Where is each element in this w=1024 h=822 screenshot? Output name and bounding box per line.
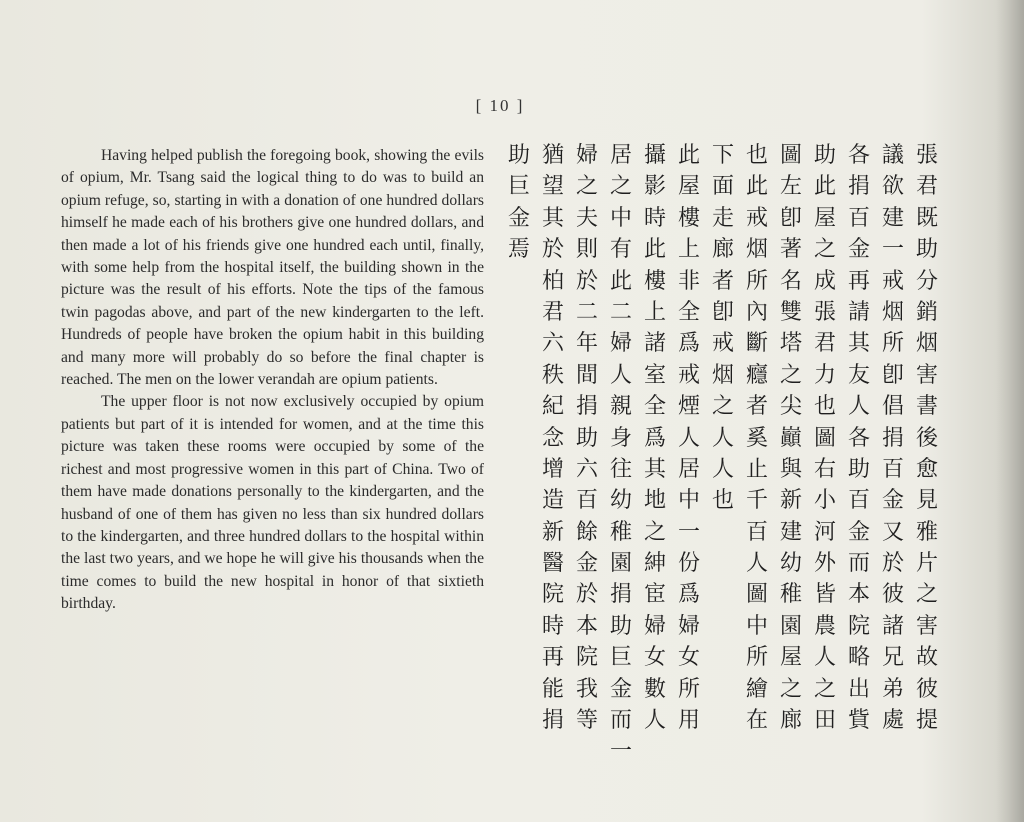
- chinese-character: 廊: [711, 237, 734, 263]
- chinese-character: 宦: [643, 582, 666, 608]
- chinese-character: 紳: [643, 551, 666, 577]
- chinese-character: 醫: [541, 551, 564, 577]
- chinese-character: 所: [677, 676, 700, 702]
- chinese-character: 捐: [575, 394, 598, 420]
- chinese-character: 各: [847, 143, 870, 168]
- chinese-character: 其: [847, 331, 870, 357]
- chinese-character: 略: [847, 645, 870, 671]
- chinese-character: 兄: [881, 645, 904, 671]
- english-text-block: [61, 145, 484, 616]
- chinese-character: 金: [575, 551, 598, 577]
- chinese-character: 所: [745, 645, 768, 671]
- chinese-character: 我: [575, 676, 598, 702]
- chinese-character: 所: [881, 331, 904, 357]
- chinese-character: 園: [779, 613, 802, 639]
- chinese-character: 百: [881, 456, 904, 482]
- chinese-character: 本: [575, 613, 598, 639]
- english-paragraph: Having helped publish the foregoing book, showing the evils of opium, Mr. Tsang said the logical thing to do was to build an opium refuge, so, starting in with a donation of one hundred dollars himself he made each of his brothers give one hundred dollars, and then made a lot of his friends give one hundred each until, finally, with some help from the hospital itself, the building shown in the picture was the result of his efforts. Note the tips of the famous twin pagodas above, and part of the new kindergarten to the left. Hundreds of people have broken the opium habit in this building and many more will probably do so before the final chapter is reached. The men on the lower verandah are opium patients.: [61, 147, 484, 389]
- chinese-character: 內: [745, 299, 768, 325]
- chinese-character: 巨: [609, 645, 632, 671]
- chinese-character: 金: [609, 676, 632, 702]
- chinese-character: 非: [677, 268, 700, 294]
- chinese-character: 猶: [541, 143, 564, 168]
- chinese-character: 望: [541, 174, 564, 200]
- chinese-character: 見: [915, 488, 938, 514]
- chinese-character: 止: [745, 456, 768, 482]
- chinese-character: 百: [847, 488, 870, 514]
- chinese-character: 全: [643, 394, 666, 420]
- chinese-character: 念: [541, 425, 564, 451]
- page-edge-shadow: [996, 0, 1024, 822]
- chinese-character: 餘: [575, 519, 598, 545]
- chinese-character: 農: [813, 613, 836, 639]
- chinese-character: 愈: [915, 456, 938, 482]
- chinese-character: 故: [915, 645, 938, 671]
- chinese-character: 而: [847, 551, 870, 577]
- chinese-character: 間: [575, 362, 598, 388]
- chinese-column: [640, 140, 670, 736]
- chinese-character: 力: [813, 362, 836, 388]
- chinese-character: 則: [575, 237, 598, 263]
- chinese-character: 巨: [507, 174, 530, 200]
- chinese-character: 既: [915, 205, 938, 231]
- chinese-character: 提: [915, 708, 938, 734]
- chinese-character: 居: [609, 143, 632, 168]
- chinese-character: 奚: [745, 425, 768, 451]
- chinese-character: 人: [711, 456, 734, 482]
- chinese-character: 戒: [745, 205, 768, 231]
- chinese-column: [674, 140, 704, 736]
- chinese-character: 者: [745, 394, 768, 420]
- chinese-character: 爲: [677, 582, 700, 608]
- chinese-character: 銷: [915, 299, 938, 325]
- chinese-character: 在: [745, 708, 768, 734]
- chinese-character: 雅: [915, 519, 938, 545]
- chinese-column: [776, 140, 806, 736]
- chinese-character: 紀: [541, 394, 564, 420]
- chinese-character: 於: [881, 551, 904, 577]
- chinese-character: 圖: [745, 582, 768, 608]
- chinese-column: [912, 140, 942, 736]
- chinese-character: 再: [541, 645, 564, 671]
- chinese-character: 女: [643, 645, 666, 671]
- chinese-character: 下: [711, 143, 734, 168]
- chinese-character: 六: [541, 331, 564, 357]
- chinese-character: 君: [813, 331, 836, 357]
- chinese-column: [844, 140, 874, 736]
- chinese-character: 癮: [745, 362, 768, 388]
- chinese-character: 一: [881, 237, 904, 263]
- chinese-column: [606, 140, 636, 768]
- chinese-character: 金: [847, 237, 870, 263]
- chinese-character: 能: [541, 676, 564, 702]
- chinese-character: 六: [575, 456, 598, 482]
- chinese-character: 捐: [609, 582, 632, 608]
- chinese-column: [708, 140, 738, 517]
- chinese-character: 新: [779, 488, 802, 514]
- chinese-character: 卽: [881, 362, 904, 388]
- chinese-character: 圖: [779, 143, 802, 168]
- chinese-character: 百: [847, 205, 870, 231]
- chinese-character: 之: [575, 174, 598, 200]
- chinese-character: 助: [575, 425, 598, 451]
- chinese-character: 其: [541, 205, 564, 231]
- chinese-character: 室: [643, 362, 666, 388]
- chinese-character: 幼: [609, 488, 632, 514]
- chinese-character: 片: [915, 551, 938, 577]
- chinese-character: 捐: [541, 708, 564, 734]
- chinese-character: 婦: [677, 613, 700, 639]
- chinese-character: 影: [643, 174, 666, 200]
- chinese-character: 人: [813, 645, 836, 671]
- chinese-character: 屋: [677, 174, 700, 200]
- chinese-character: 地: [643, 488, 666, 514]
- chinese-character: 人: [643, 708, 666, 734]
- chinese-character: 人: [745, 551, 768, 577]
- chinese-character: 後: [915, 425, 938, 451]
- chinese-character: 捐: [847, 174, 870, 200]
- chinese-character: 攝: [643, 143, 666, 168]
- chinese-character: 書: [915, 394, 938, 420]
- chinese-character: 年: [575, 331, 598, 357]
- chinese-character: 著: [779, 237, 802, 263]
- chinese-character: 助: [609, 613, 632, 639]
- chinese-character: 金: [507, 205, 530, 231]
- chinese-character: 其: [643, 456, 666, 482]
- chinese-character: 爲: [643, 425, 666, 451]
- chinese-character: 此: [677, 143, 700, 168]
- chinese-character: 二: [575, 299, 598, 325]
- chinese-character: 右: [813, 456, 836, 482]
- chinese-character: 建: [881, 205, 904, 231]
- chinese-character: 建: [779, 519, 802, 545]
- chinese-character: 中: [609, 205, 632, 231]
- chinese-character: 時: [541, 613, 564, 639]
- chinese-character: 千: [745, 488, 768, 514]
- chinese-column: [572, 140, 602, 736]
- chinese-character: 助: [847, 456, 870, 482]
- chinese-text-block: [507, 140, 950, 770]
- chinese-character: 皆: [813, 582, 836, 608]
- chinese-character: 婦: [575, 143, 598, 168]
- chinese-character: 金: [847, 519, 870, 545]
- chinese-character: 全: [677, 299, 700, 325]
- chinese-character: 卽: [711, 299, 734, 325]
- chinese-character: 之: [915, 582, 938, 608]
- chinese-character: 親: [609, 394, 632, 420]
- chinese-character: 樓: [643, 268, 666, 294]
- chinese-character: 本: [847, 582, 870, 608]
- chinese-character: 助: [813, 143, 836, 168]
- chinese-character: 烟: [745, 237, 768, 263]
- chinese-character: 成: [813, 268, 836, 294]
- chinese-character: 貲: [847, 708, 870, 734]
- chinese-character: 小: [813, 488, 836, 514]
- page-number: [ 10 ]: [475, 96, 525, 115]
- chinese-character: 者: [711, 268, 734, 294]
- chinese-character: 人: [711, 425, 734, 451]
- chinese-character: 也: [711, 488, 734, 514]
- chinese-character: 助: [915, 237, 938, 263]
- chinese-character: 金: [881, 488, 904, 514]
- chinese-character: 田: [813, 708, 836, 734]
- chinese-character: 秩: [541, 362, 564, 388]
- chinese-character: 婦: [609, 331, 632, 357]
- chinese-character: 此: [745, 174, 768, 200]
- chinese-character: 名: [779, 268, 802, 294]
- chinese-character: 倡: [881, 394, 904, 420]
- chinese-character: 焉: [507, 237, 530, 263]
- chinese-character: 一: [677, 519, 700, 545]
- chinese-character: 欲: [881, 174, 904, 200]
- chinese-character: 戒: [677, 362, 700, 388]
- chinese-character: 各: [847, 425, 870, 451]
- chinese-column: [538, 140, 568, 736]
- chinese-character: 雙: [779, 299, 802, 325]
- chinese-character: 此: [813, 174, 836, 200]
- chinese-character: 巓: [779, 425, 802, 451]
- chinese-character: 屋: [779, 645, 802, 671]
- chinese-character: 人: [847, 394, 870, 420]
- chinese-character: 上: [643, 299, 666, 325]
- chinese-character: 之: [643, 519, 666, 545]
- chinese-character: 煙: [677, 394, 700, 420]
- chinese-character: 此: [643, 237, 666, 263]
- chinese-character: 爲: [677, 331, 700, 357]
- chinese-character: 廊: [779, 708, 802, 734]
- chinese-character: 戒: [711, 331, 734, 357]
- chinese-character: 上: [677, 237, 700, 263]
- chinese-character: 又: [881, 519, 904, 545]
- chinese-character: 之: [609, 174, 632, 200]
- chinese-character: 與: [779, 456, 802, 482]
- chinese-character: 之: [711, 394, 734, 420]
- chinese-character: 塔: [779, 331, 802, 357]
- chinese-character: 造: [541, 488, 564, 514]
- chinese-character: 時: [643, 205, 666, 231]
- chinese-character: 婦: [643, 613, 666, 639]
- chinese-character: 彼: [881, 582, 904, 608]
- chinese-character: 樓: [677, 205, 700, 231]
- chinese-character: 河: [813, 519, 836, 545]
- chinese-character: 也: [813, 394, 836, 420]
- chinese-character: 張: [813, 299, 836, 325]
- chinese-character: 處: [881, 708, 904, 734]
- chinese-character: 烟: [915, 331, 938, 357]
- chinese-character: 稚: [779, 582, 802, 608]
- chinese-character: 面: [711, 174, 734, 200]
- chinese-character: 份: [677, 551, 700, 577]
- chinese-character: 女: [677, 645, 700, 671]
- chinese-character: 之: [813, 237, 836, 263]
- chinese-character: 於: [575, 268, 598, 294]
- chinese-character: 走: [711, 205, 734, 231]
- chinese-character: 屋: [813, 205, 836, 231]
- chinese-character: 人: [609, 362, 632, 388]
- chinese-character: 身: [609, 425, 632, 451]
- chinese-character: 幼: [779, 551, 802, 577]
- chinese-character: 繪: [745, 676, 768, 702]
- chinese-character: 議: [881, 143, 904, 168]
- chinese-character: 諸: [881, 613, 904, 639]
- chinese-character: 尖: [779, 394, 802, 420]
- chinese-character: 往: [609, 456, 632, 482]
- chinese-character: 柏: [541, 268, 564, 294]
- chinese-character: 害: [915, 613, 938, 639]
- chinese-character: 園: [609, 551, 632, 577]
- chinese-character: 烟: [881, 299, 904, 325]
- chinese-character: 張: [915, 143, 938, 168]
- chinese-character: 居: [677, 456, 700, 482]
- chinese-character: 友: [847, 362, 870, 388]
- chinese-character: 害: [915, 362, 938, 388]
- chinese-character: 人: [677, 425, 700, 451]
- chinese-character: 增: [541, 456, 564, 482]
- chinese-character: 二: [609, 299, 632, 325]
- chinese-character: 院: [847, 613, 870, 639]
- chinese-character: 出: [847, 676, 870, 702]
- chinese-column: [810, 140, 840, 736]
- chinese-character: 捐: [881, 425, 904, 451]
- chinese-character: 而: [609, 708, 632, 734]
- chinese-character: 助: [507, 143, 530, 168]
- chinese-column: [878, 140, 908, 736]
- chinese-character: 請: [847, 299, 870, 325]
- chinese-character: 戒: [881, 268, 904, 294]
- chinese-character: 院: [541, 582, 564, 608]
- chinese-character: 左: [779, 174, 802, 200]
- chinese-character: 中: [745, 613, 768, 639]
- chinese-character: 卽: [779, 205, 802, 231]
- chinese-character: 君: [915, 174, 938, 200]
- chinese-column: [742, 140, 772, 736]
- chinese-character: 斷: [745, 331, 768, 357]
- chinese-character: 稚: [609, 519, 632, 545]
- chinese-character: 百: [575, 488, 598, 514]
- chinese-character: 之: [813, 676, 836, 702]
- english-paragraph: The upper floor is not now exclusively occupied by opium patients but part of it is intended for women, and at the time this picture was taken these rooms were occupied by some of the richest and most progressive women in this part of China. Two of them have made donations personally to the kindergarten, and the husband of one of them has given no less than six hundred dollars to the kindergarten, and three hundred dollars to the hospital within the last two years, and we hope he will give his thousands when the time comes to build the new hospital in honor of that sixtieth birthday.: [61, 393, 484, 613]
- chinese-column: [504, 140, 534, 266]
- chinese-character: 中: [677, 488, 700, 514]
- chinese-character: 夫: [575, 205, 598, 231]
- chinese-character: 等: [575, 708, 598, 734]
- chinese-character: 新: [541, 519, 564, 545]
- chinese-character: 有: [609, 237, 632, 263]
- chinese-character: 之: [779, 362, 802, 388]
- chinese-character: 用: [677, 708, 700, 734]
- chinese-character: 諸: [643, 331, 666, 357]
- chinese-character: 於: [541, 237, 564, 263]
- chinese-character: 百: [745, 519, 768, 545]
- chinese-character: 數: [643, 676, 666, 702]
- chinese-character: 弟: [881, 676, 904, 702]
- chinese-character: 此: [609, 268, 632, 294]
- chinese-character: 彼: [915, 676, 938, 702]
- chinese-character: 圖: [813, 425, 836, 451]
- chinese-character: 於: [575, 582, 598, 608]
- chinese-character: 外: [813, 551, 836, 577]
- chinese-character: 一: [609, 739, 632, 765]
- chinese-character: 之: [779, 676, 802, 702]
- chinese-character: 再: [847, 268, 870, 294]
- chinese-character: 君: [541, 299, 564, 325]
- chinese-character: 所: [745, 268, 768, 294]
- chinese-character: 烟: [711, 362, 734, 388]
- chinese-character: 也: [745, 143, 768, 168]
- chinese-character: 院: [575, 645, 598, 671]
- chinese-character: 分: [915, 268, 938, 294]
